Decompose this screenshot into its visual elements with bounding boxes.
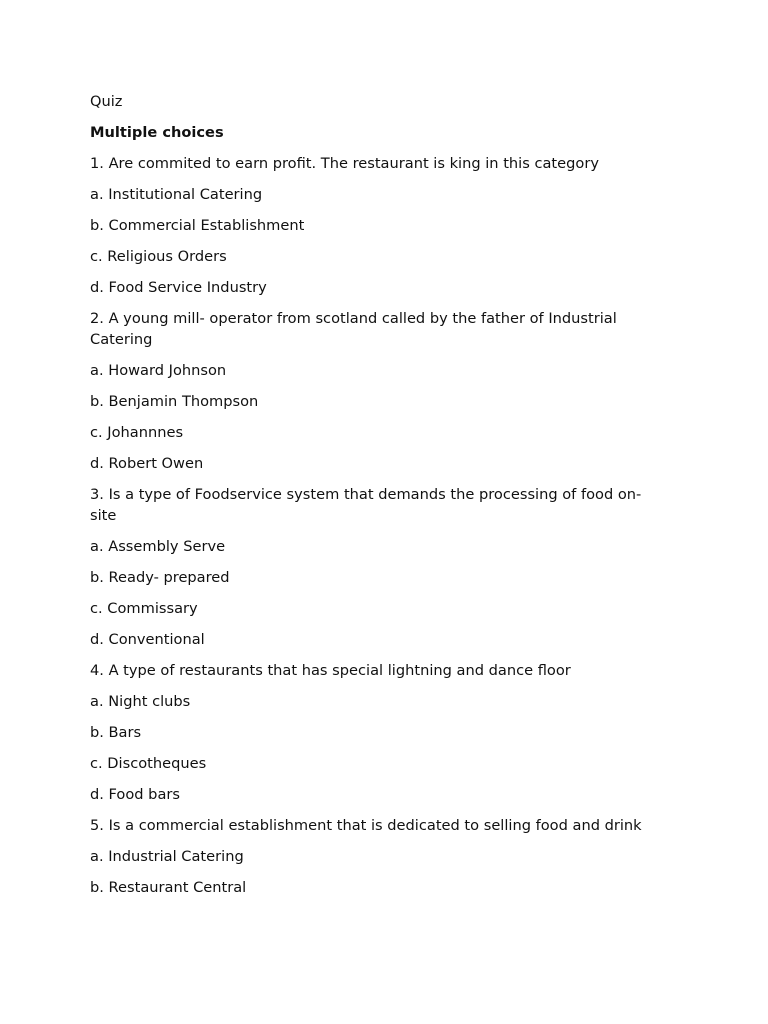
answer-option: d. Conventional [90,631,205,648]
answer-option: c. Commissary [90,600,198,617]
answer-option: c. Discotheques [90,755,207,772]
answer-option: c. Religious Orders [90,248,227,265]
document-title: Quiz [90,93,123,110]
answer-option: a. Institutional Catering [90,186,263,203]
question-3 [90,484,660,650]
answer-option: b. Restaurant Central [90,879,247,896]
answer-option: c. Johannnes [90,424,184,441]
question-4 [90,660,660,805]
answer-option: b. Commercial Establishment [90,217,305,234]
answer-option: d. Food bars [90,786,180,803]
answer-option: a. Howard Johnson [90,362,227,379]
question-text: 1. Are commited to earn profit. The restaurant is king in this category [90,155,599,172]
question-2 [90,308,660,474]
question-text: 4. A type of restaurants that has special lightning and dance floor [90,662,571,679]
section-heading: Multiple choices [90,124,224,141]
question-text: 2. A young mill- operator from scotland called by the father of Industrial Catering [90,310,617,348]
answer-option: d. Robert Owen [90,455,204,472]
answer-option: b. Ready- prepared [90,569,230,586]
question-1 [90,153,660,298]
answer-option: a. Night clubs [90,693,191,710]
answer-option: b. Benjamin Thompson [90,393,259,410]
question-text: 3. Is a type of Foodservice system that demands the processing of food on-site [90,486,642,524]
answer-option: d. Food Service Industry [90,279,267,296]
question-text: 5. Is a commercial establishment that is dedicated to selling food and drink [90,817,642,834]
answer-option: b. Bars [90,724,142,741]
answer-option: a. Assembly Serve [90,538,226,555]
question-5 [90,815,660,898]
answer-option: a. Industrial Catering [90,848,244,865]
